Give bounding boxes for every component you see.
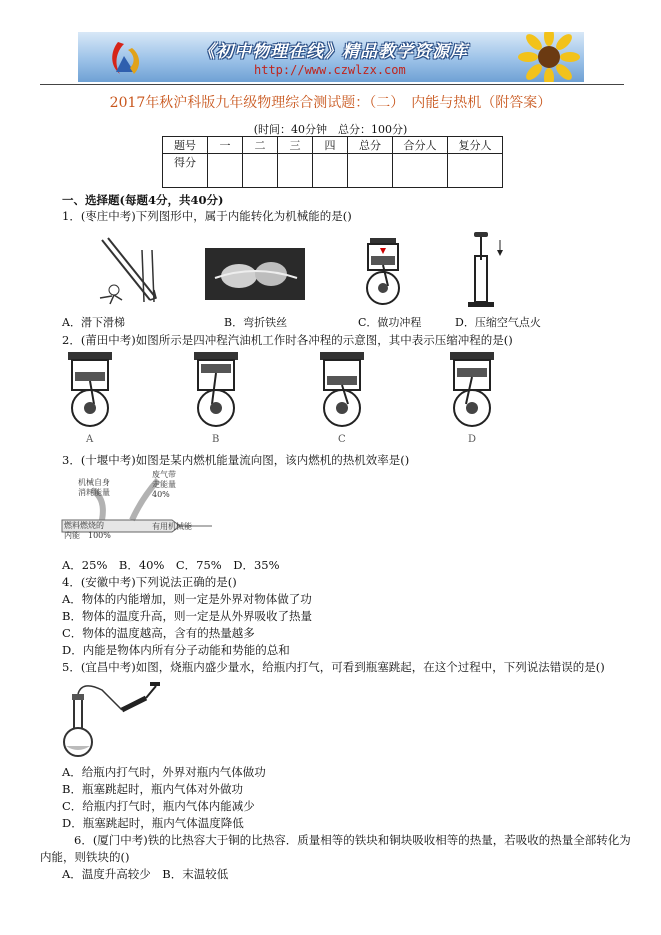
q2-label-d: D — [468, 434, 477, 445]
score-row-label: 得分 — [163, 154, 208, 188]
q6-options[interactable]: A．温度升高较少 B．末温较低 — [62, 867, 229, 881]
banner-url[interactable]: http://www.czwlzx.com — [254, 63, 406, 77]
score-header-cell: 合分人 — [393, 137, 448, 154]
flow-label-exhaust-3: 40% — [152, 490, 170, 499]
slide-illustration — [92, 230, 162, 310]
score-header-cell: 总分 — [348, 137, 393, 154]
score-table — [162, 136, 503, 188]
power-stroke-engine-icon — [358, 236, 408, 308]
q5-option-d[interactable]: D．瓶塞跳起时，瓶内气体温度降低 — [62, 816, 244, 830]
question-4-stem: 4．(安徽中考)下列说法正确的是() — [62, 575, 237, 589]
q5-option-b[interactable]: B．瓶塞跳起时，瓶内气体对外做功 — [62, 782, 243, 796]
flow-label-fuel — [64, 521, 111, 541]
engine-stroke-b-icon — [190, 350, 242, 430]
engine-stroke-a-icon — [64, 350, 116, 430]
score-header-cell: 复分人 — [448, 137, 503, 154]
flow-label-exhaust — [152, 470, 176, 500]
q1-option-d[interactable]: D．压缩空气点火 — [455, 316, 541, 329]
q2-label-c: C — [338, 434, 346, 445]
q4-option-a[interactable]: A．物体的内能增加，则一定是外界对物体做了功 — [62, 592, 312, 606]
question-3-stem: 3．(十堰中考)如图是某内燃机能量流向图，该内燃机的热机效率是() — [62, 453, 410, 467]
sunflower-icon — [518, 32, 580, 82]
engine-stroke-c-icon — [316, 350, 368, 430]
q5-option-a[interactable]: A．给瓶内打气时，外界对瓶内气体做功 — [62, 765, 266, 779]
q4-option-c[interactable]: C．物体的温度越高，含有的热量越多 — [62, 626, 255, 640]
section-heading: 一、选择题(每题4分，共40分) — [62, 193, 224, 207]
question-6-stem-1: 6．(厦门中考)铁的比热容大于铜的比热容．质量相等的铁块和铜块吸收相等的热量，若吸收的热量全部转化为 — [74, 833, 631, 847]
score-header-cell: 二 — [243, 137, 278, 154]
banner-title: 《初中物理在线》精品教学资源库 — [198, 42, 468, 62]
flow-label-useful: 有用机械能 — [152, 522, 192, 531]
q2-label-b: B — [212, 434, 220, 445]
score-header-cell: 一 — [208, 137, 243, 154]
score-cell[interactable] — [278, 154, 313, 188]
question-6-stem-2: 内能，则铁块的() — [40, 850, 130, 864]
flow-label-fuel-1: 燃料燃烧的 — [64, 521, 104, 530]
score-cell[interactable] — [348, 154, 393, 188]
q1-option-c[interactable]: C．做功冲程 — [358, 316, 422, 329]
flow-label-self — [78, 478, 110, 498]
score-cell[interactable] — [393, 154, 448, 188]
q2-label-a: A — [86, 434, 94, 445]
question-1-stem: 1．(枣庄中考)下列图形中，属于内能转化为机械能的是() — [62, 209, 352, 223]
score-header-cell: 四 — [313, 137, 348, 154]
flow-label-exhaust-2: 走能量 — [152, 480, 176, 489]
score-cell[interactable] — [313, 154, 348, 188]
site-logo-icon — [104, 38, 148, 78]
score-cell[interactable] — [448, 154, 503, 188]
flask-pump-illustration — [62, 680, 162, 762]
question-2-stem: 2．(莆田中考)如图所示是四冲程汽油机工作时各冲程的示意图，其中表示压缩冲程的是() — [62, 333, 513, 347]
flow-label-fuel-2: 内能 100% — [64, 531, 111, 540]
flow-label-self-1: 机械自身 — [78, 478, 110, 487]
q5-option-c[interactable]: C．给瓶内打气时，瓶内气体内能减少 — [62, 799, 255, 813]
q1-option-a[interactable]: A．滑下滑梯 — [62, 316, 125, 329]
air-compression-igniter-icon — [466, 230, 506, 310]
engine-stroke-d-icon — [446, 350, 498, 430]
flow-label-exhaust-1: 废气带 — [152, 470, 176, 479]
time-score-line: (时间：40分钟 总分：100分) — [253, 123, 408, 136]
flow-label-self-2: 消耗能量 — [78, 488, 110, 497]
score-header-cell: 三 — [278, 137, 313, 154]
score-cell[interactable] — [208, 154, 243, 188]
score-header-cell: 题号 — [163, 137, 208, 154]
bending-wire-photo — [205, 248, 305, 300]
q4-option-d[interactable]: D．内能是物体内所有分子动能和势能的总和 — [62, 643, 290, 657]
document-title: 2017年秋沪科版九年级物理综合测试题：（二） 内能与热机（附答案） — [109, 95, 552, 111]
q4-option-b[interactable]: B．物体的温度升高，则一定是从外界吸收了热量 — [62, 609, 312, 623]
question-5-stem: 5．(宜昌中考)如图，烧瓶内盛少量水，给瓶内打气，可看到瓶塞跳起，在这个过程中，下列说法错误的是() — [62, 660, 605, 674]
header-rule — [40, 84, 624, 85]
header-banner — [78, 32, 584, 82]
q3-options[interactable]: A．25% B．40% C．75% D．35% — [62, 558, 280, 572]
score-cell[interactable] — [243, 154, 278, 188]
q1-option-b[interactable]: B．弯折铁丝 — [224, 316, 288, 329]
